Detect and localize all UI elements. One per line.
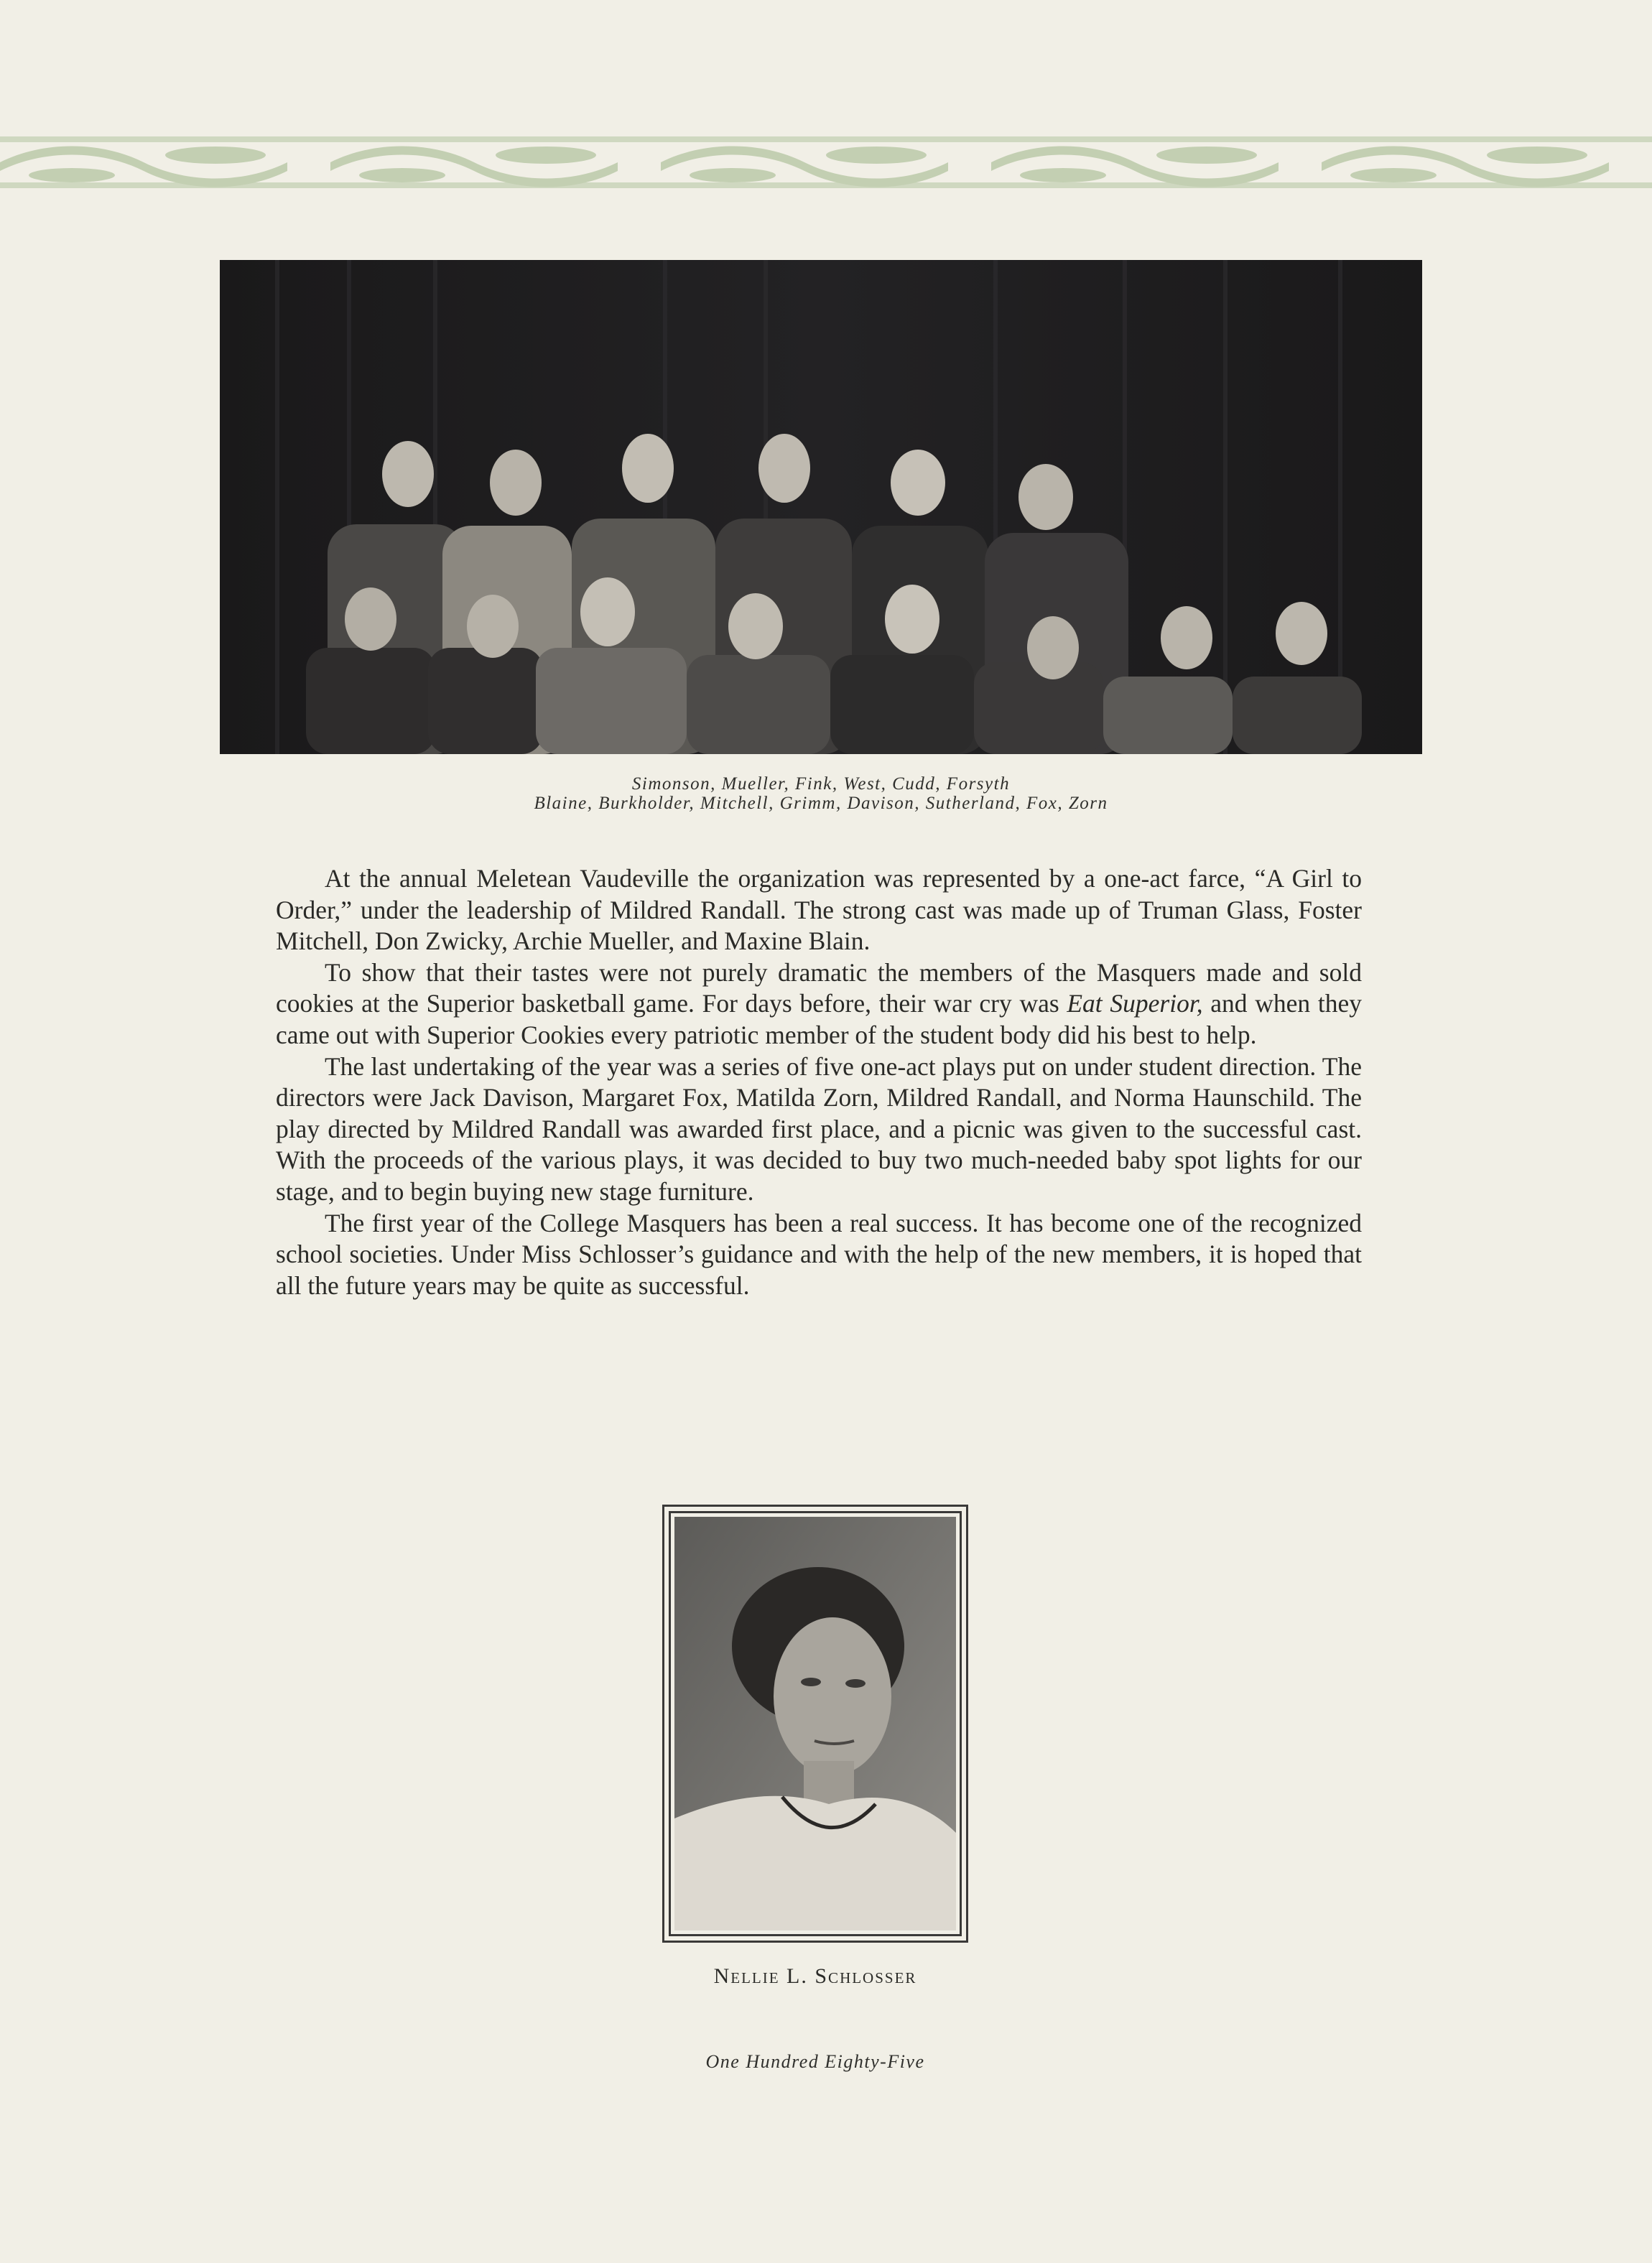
paragraph-cookies-before: To show that their tastes were not purely dramatic the members of the Masquers made and sold cookies at the Superior basketball game. For days before, their war cry was bbox=[276, 957, 1362, 1018]
paragraph-cookies bbox=[276, 957, 1362, 1051]
paragraph-cookies-emphasis: Eat Superior, bbox=[1067, 989, 1203, 1018]
group-photo-caption-front-row: Blaine, Burkholder, Mitchell, Grimm, Davison, Sutherland, Fox, Zorn bbox=[534, 794, 1108, 813]
paragraph-one-act-plays: The last undertaking of the year was a series of five one-act plays put on under student direction. The directors were Jack Davison, Margaret Fox, Matilda Zorn, Mildred Randall, and Norma Haunschild. The play directed by Mildred Randall was awarded first place, and a picnic was given to the successful cast. With the proceeds of the various plays, it was decided to buy two much-needed baby spot lights for our stage, and to begin buying new stage furniture. bbox=[276, 1051, 1362, 1206]
wheat-border-ornament bbox=[0, 134, 1652, 191]
group-photo-caption-back-row: Simonson, Mueller, Fink, West, Cudd, Forsyth bbox=[631, 774, 1011, 794]
paragraph-cookies-after: and when they came out with Superior Cookies every patriotic member of the student body did his best to help. bbox=[276, 989, 1362, 1049]
paragraph-vaudeville: At the annual Meletean Vaudeville the organization was represented by a one-act farce, “A Girl to Order,” under the leadership of Mildred Randall. The strong cast was made up of Truman Glass, Foster Mitchell, Don Zwicky, Archie Mueller, and Maxine Blain. bbox=[276, 864, 1362, 956]
portrait-name: Nellie L. Schlosser bbox=[713, 1964, 917, 1988]
portrait-photo bbox=[674, 1517, 956, 1930]
group-photo bbox=[220, 260, 1422, 754]
portrait-frame bbox=[662, 1505, 968, 1943]
page-number: One Hundred Eighty-Five bbox=[705, 2051, 925, 2072]
paragraph-first-year: The first year of the College Masquers has been a real success. It has become one of the recognized school societies. Under Miss Schlosser’s guidance and with the help of the new members, it is hoped that all the future years may be quite as successful. bbox=[276, 1208, 1362, 1300]
article-body bbox=[276, 863, 1362, 1301]
